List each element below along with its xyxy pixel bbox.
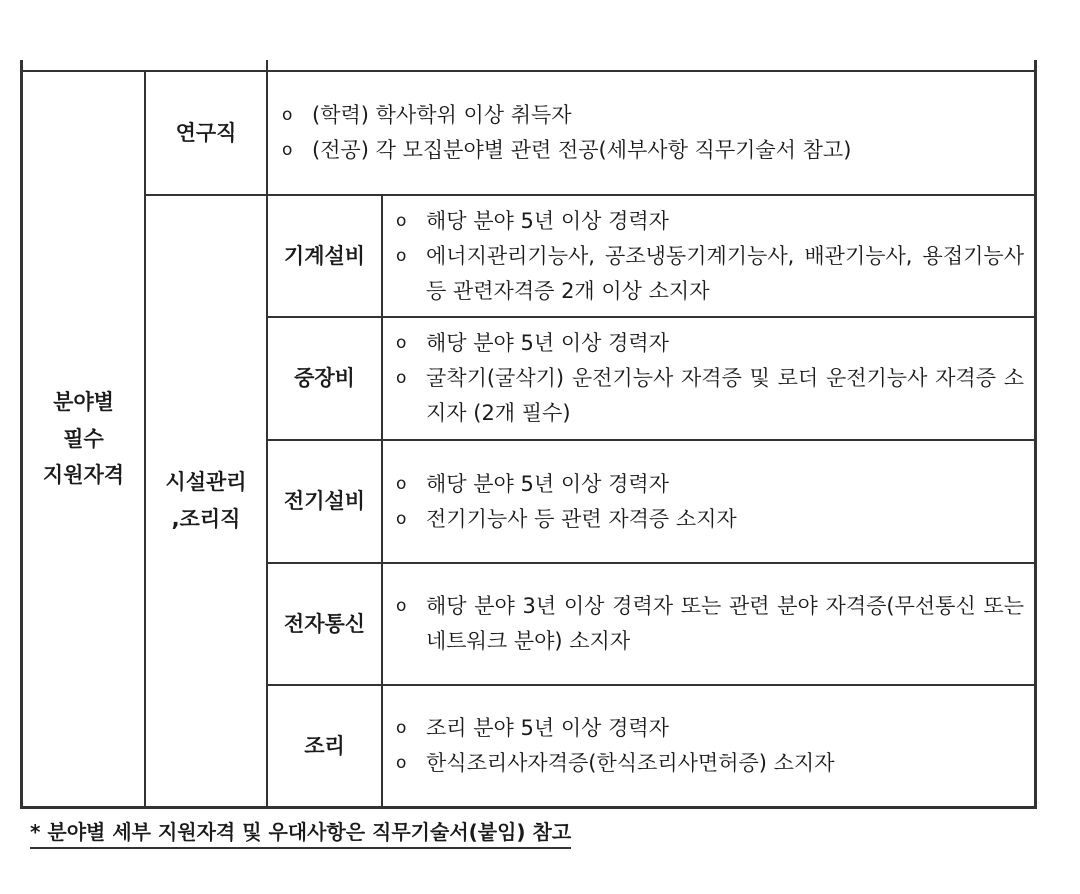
bullet-icon: o (282, 105, 293, 125)
list-item-text: 에너지관리기능사, 공조냉동기계기능사, 배관기능사, 용접기능사 등 관련자격증 2개 이상 소지자 (426, 243, 1024, 303)
list-item-text: 해당 분야 5년 이상 경력자 (426, 331, 669, 355)
list-item (396, 326, 1024, 361)
row-content-heavy-equipment (396, 318, 1024, 439)
list-item (396, 746, 1024, 781)
bullet-icon: o (396, 245, 407, 266)
table-border-right (1034, 60, 1037, 809)
bullet-icon: o (396, 753, 407, 773)
bullet-icon: o (396, 508, 407, 529)
row-label-cell (268, 686, 381, 806)
category-cell (23, 72, 144, 806)
list-item (396, 239, 1024, 309)
row-content-electrical (396, 441, 1024, 562)
list-item-text: 해당 분야 5년 이상 경력자 (426, 471, 669, 496)
facility-label-cell (146, 196, 266, 806)
list-item (396, 361, 1024, 431)
list-item-text: 조리 분야 5년 이상 경력자 (426, 716, 669, 740)
list-item (282, 98, 1022, 133)
row-label-cell (268, 564, 381, 684)
row-label-electrical: 전기설비 (283, 489, 366, 514)
footnote: * 분야별 세부 지원자격 및 우대사항은 직무기술서(붙임) 참고 (30, 818, 571, 849)
bullet-icon: o (396, 210, 407, 231)
research-label-cell (146, 72, 266, 194)
category-line-2: 필수 (63, 426, 104, 451)
table-border-bottom (20, 806, 1037, 809)
row-label-cell (268, 196, 381, 316)
row-content-cooking (396, 686, 1024, 806)
list-item-text: 해당 분야 5년 이상 경력자 (426, 208, 669, 233)
row-content-telecom (396, 564, 1024, 684)
bullet-icon: o (396, 596, 407, 616)
row-label-cell (268, 441, 381, 562)
bullet-icon: o (396, 718, 407, 738)
research-content (282, 72, 1022, 194)
category-line-3: 지원자격 (42, 463, 125, 488)
list-item (396, 204, 1024, 239)
facility-label-line-1: 시설관리 (165, 470, 247, 495)
list-item (282, 133, 1022, 168)
row-label-heavy-equipment: 중장비 (294, 366, 355, 391)
list-item-text: 전기기능사 등 관련 자격증 소지자 (426, 506, 737, 531)
row-label-mechanical: 기계설비 (283, 243, 366, 268)
list-item (396, 711, 1024, 746)
list-item-text: 굴착기(굴삭기) 운전기능사 자격증 및 로더 운전기능사 자격증 소지자 (2개 필수) (426, 366, 1024, 425)
list-item (396, 589, 1024, 659)
list-item (396, 502, 1024, 537)
row-label-cell (268, 318, 381, 439)
bullet-icon: o (396, 333, 407, 353)
qualification-table (20, 60, 1037, 808)
list-item-text: (학력) 학사학위 이상 취득자 (312, 103, 572, 127)
bullet-icon: o (282, 140, 293, 160)
column-divider-3 (381, 194, 383, 807)
bullet-icon: o (396, 368, 407, 388)
list-item (396, 467, 1024, 502)
research-label: 연구직 (175, 120, 237, 145)
row-content-mechanical (396, 196, 1024, 316)
row-label-telecom: 전자통신 (283, 611, 366, 636)
facility-label-line-2: ,조리직 (171, 507, 241, 531)
list-item-text: 한식조리사자격증(한식조리사면허증) 소지자 (426, 751, 835, 775)
category-line-1: 분야별 (53, 389, 114, 414)
row-label-cooking: 조리 (304, 733, 345, 758)
list-item-text: (전공) 각 모집분야별 관련 전공(세부사항 직무기술서 참고) (312, 138, 852, 162)
bullet-icon: o (396, 473, 407, 494)
list-item-text: 해당 분야 3년 이상 경력자 또는 관련 분야 자격증(무선통신 또는 네트워크 분야) 소지자 (426, 594, 1024, 653)
